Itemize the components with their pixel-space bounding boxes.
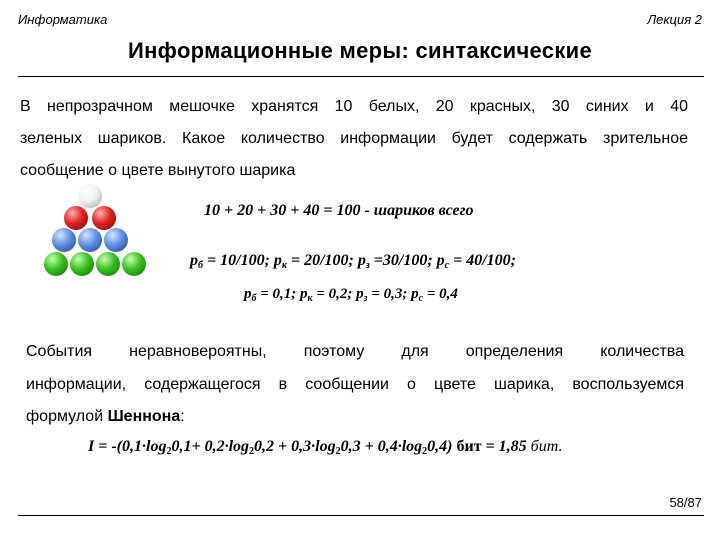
- green-ball: [122, 252, 146, 276]
- green-ball: [70, 252, 94, 276]
- shannon-formula: $I = -(0,1\cdot\log_20,1+ 0,2\cdot\log_20,2 + 0,3\cdot\log_20,3 + 0,4\cdot\log_20,4)$ бит = 1,85 бит.: [88, 438, 563, 457]
- probabilities-fraction: $p_б = 10/100$; $p_к = 20/100$; $p_з =30/100$; $p_с = 40/100$;: [190, 252, 516, 271]
- green-ball: [44, 252, 68, 276]
- title-underline: [18, 76, 704, 77]
- lecture-label: Лекция 2: [647, 12, 702, 27]
- ball-pyramid: [40, 184, 140, 280]
- footer-rule: [18, 515, 704, 516]
- probabilities-decimal: $p_б = 0,1$; $p_к = 0,2$; $p_з = 0,3$; $p_с = 0,4$: [244, 286, 458, 304]
- blue-ball: [104, 228, 128, 252]
- white-ball: [78, 184, 102, 208]
- red-ball: [92, 206, 116, 230]
- conclusion-line-1: События неравновероятны, поэтому для определения количества: [26, 343, 684, 360]
- page-number: 58/87: [669, 495, 702, 510]
- slide-title: Информационные меры: синтаксические: [127, 38, 592, 63]
- problem-line-3: сообщение о цвете вынутого шарика: [20, 162, 296, 179]
- red-ball: [64, 206, 88, 230]
- blue-ball: [78, 228, 102, 252]
- course-name: Информатика: [18, 12, 108, 27]
- conclusion-line-3: формулой Шеннона:: [26, 408, 185, 425]
- total-count: 10 + 20 + 30 + 40 = 100 - шариков всего: [204, 202, 474, 219]
- green-ball: [96, 252, 120, 276]
- problem-line-2: зеленых шариков. Какое количество информации будет содержать зрительное: [20, 130, 688, 147]
- shannon-name: Шеннона: [107, 408, 181, 425]
- blue-ball: [52, 228, 76, 252]
- conclusion-line-2: информации, содержащегося в сообщении о цвете шарика, воспользуемся: [26, 376, 684, 393]
- problem-line-1: В непрозрачном мешочке хранятся 10 белых, 20 красных, 30 синих и 40: [20, 98, 688, 115]
